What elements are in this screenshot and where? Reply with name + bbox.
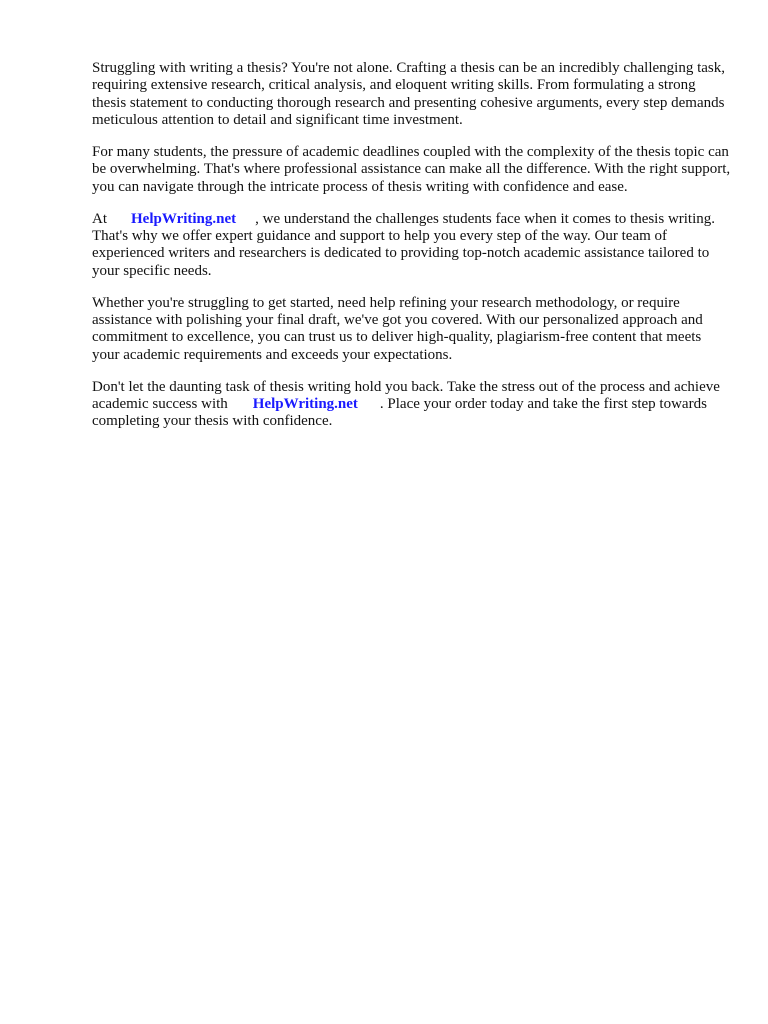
paragraph-4 [92, 295, 732, 365]
document-body [92, 60, 732, 445]
paragraph-3-tail: , we understand the challenges students face when it comes to thesis writing. That's why we offer expert guidance and support to help you every step of the way. Our team of experienced writers and researchers is dedicated to providing top-notch academic assistance tailored to your specific needs. [92, 210, 716, 279]
helpwriting-link[interactable]: HelpWriting.net [252, 396, 358, 413]
paragraph-5-lead: Don't let the daunting task of thesis writing hold you back. Take the stress out of the process and achieve academic success with [92, 378, 720, 413]
paragraph-2-text: For many students, the pressure of academic deadlines coupled with the complexity of the thesis topic can be overwhelming. That's where professional assistance can make all the difference. With the right support, you can navigate through the intricate process of thesis writing with confidence and ease. [92, 144, 731, 195]
paragraph-2 [92, 144, 732, 196]
paragraph-5-tail: . Place your order today and take the first step towards completing your thesis with confidence. [92, 396, 707, 430]
paragraph-1 [92, 60, 732, 130]
paragraph-4-text: Whether you're struggling to get started, need help refining your research methodology, or require assistance with polishing your final draft, we've got you covered. With our personalized approach and commitment to excellence, you can trust us to deliver high-quality, plagiarism-free content that meets your academic requirements and exceeds your expectations. [92, 294, 703, 363]
helpwriting-link[interactable]: HelpWriting.net [131, 210, 237, 227]
paragraph-3-lead: At [92, 210, 107, 227]
paragraph-5 [92, 379, 732, 431]
paragraph-3 [92, 211, 732, 281]
paragraph-1-text: Struggling with writing a thesis? You're not alone. Crafting a thesis can be an incredibly challenging task, requiring extensive research, critical analysis, and eloquent writing skills. From formulating a strong thesis statement to conducting thorough research and presenting cohesive arguments, every step demands meticulous attention to detail and significant time investment. [92, 60, 725, 129]
